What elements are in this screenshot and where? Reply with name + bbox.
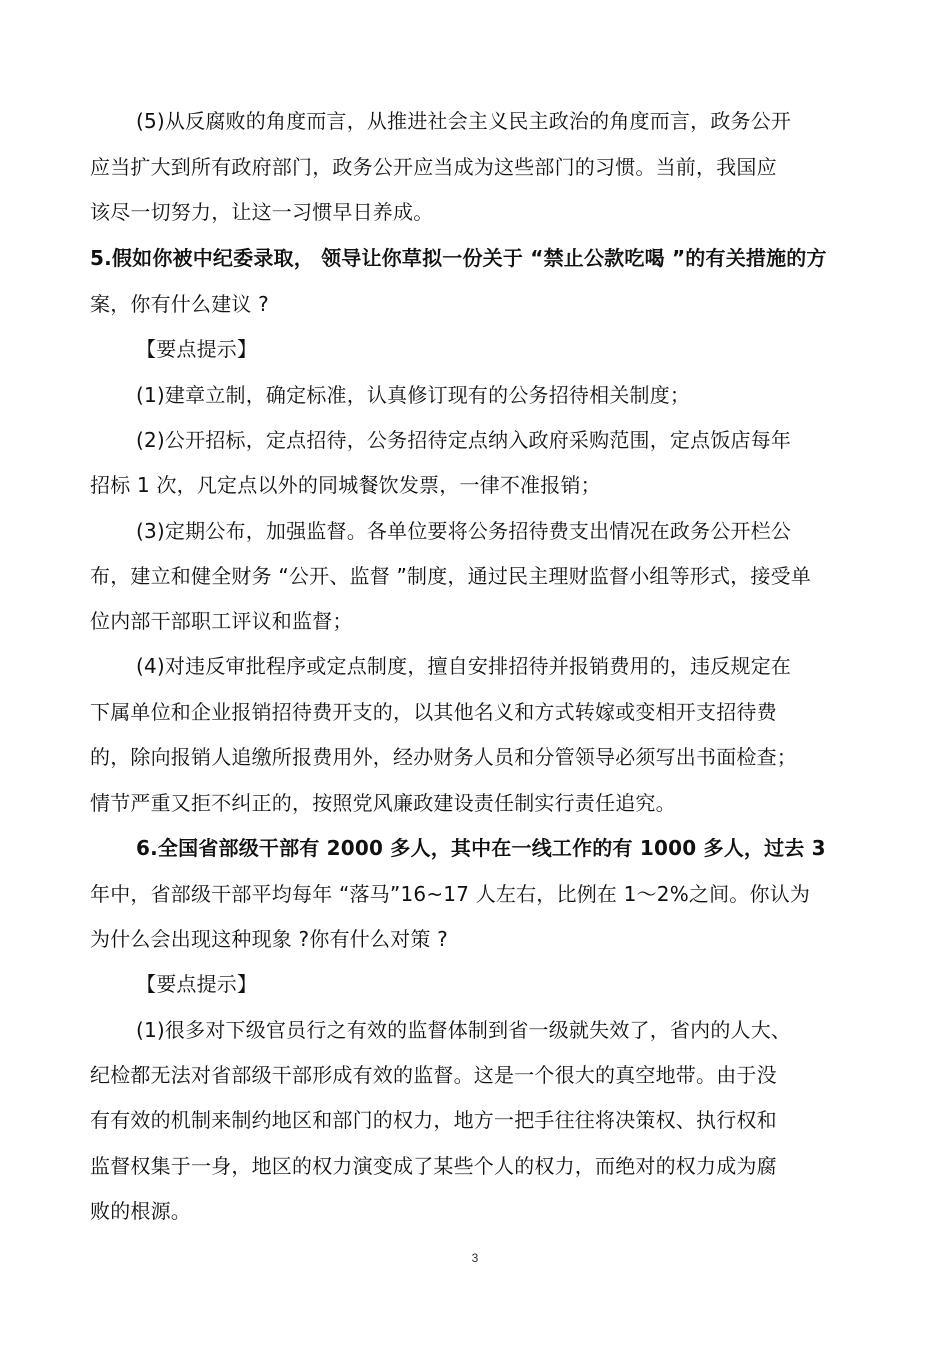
point-1-line-1: (1)建章立制，确定标准，认真修订现有的公务招待相关制度； [136,383,691,407]
answer-6-line-3: 有有效的机制来制约地区和部门的权力，地方一把手往往将决策权、执行权和 [90,1108,777,1132]
question-6-line-2: 年中，省部级干部平均每年 “落马”16~17 人左右，比例在 1～2%之间。你认为 [90,882,811,906]
answer-6-line-1: (1)很多对下级官员行之有效的监督体制到省一级就失效了，省内的人大、 [136,1018,792,1042]
paragraph-5-line-1: (5)从反腐败的角度而言，从推进社会主义民主政治的角度而言，政务公开 [136,109,792,133]
point-2-line-2: 招标 1 次，凡定点以外的同城餐饮发票，一律不准报销； [90,473,601,497]
point-3-line-1: (3)定期公布，加强监督。各单位要将公务招待费支出情况在政务公开栏公 [136,519,792,543]
point-4-line-3: 的，除向报销人追缴所报费用外，经办财务人员和分管领导必须写出书面检查； [90,745,797,769]
paragraph-5-line-2: 应当扩大到所有政府部门，政务公开应当成为这些部门的习惯。当前，我国应 [90,155,777,179]
key-points-heading-2: 【要点提示】 [136,972,258,996]
question-6-line-1: 6.全国省部级干部有 2000 多人，其中在一线工作的有 1000 多人，过去 3 [136,836,826,860]
page-number: 3 [471,1251,479,1265]
question-5-line-2: 案，你有什么建议 ? [90,292,269,316]
question-6-line-3: 为什么会出现这种现象 ?你有什么对策 ? [90,927,448,951]
paragraph-5-line-3: 该尽一切努力，让这一习惯早日养成。 [90,200,434,224]
point-4-line-1: (4)对违反审批程序或定点制度，擅自安排招待并报销费用的，违反规定在 [136,654,792,678]
answer-6-line-2: 纪检都无法对省部级干部形成有效的监督。这是一个很大的真空地带。由于没 [90,1063,777,1087]
question-5-line-1: 5.假如你被中纪委录取， 领导让你草拟一份关于 “禁止公款吃喝 ”的有关措施的方 [90,246,827,270]
answer-6-line-5: 败的根源。 [90,1199,191,1223]
point-4-line-4: 情节严重又拒不纠正的，按照党风廉政建设责任制实行责任追究。 [90,791,676,815]
key-points-heading-1: 【要点提示】 [136,337,258,361]
point-3-line-3: 位内部干部职工评议和监督； [90,609,353,633]
answer-6-line-4: 监督权集于一身，地区的权力演变成了某些个人的权力，而绝对的权力成为腐 [90,1154,777,1178]
point-3-line-2: 布，建立和健全财务 “公开、监督 ”制度，通过民主理财监督小组等形式，接受单 [90,564,812,588]
point-4-line-2: 下属单位和企业报销招待费开支的，以其他名义和方式转嫁或变相开支招待费 [90,700,777,724]
point-2-line-1: (2)公开招标，定点招待，公务招待定点纳入政府采购范围，定点饭店每年 [136,428,792,452]
